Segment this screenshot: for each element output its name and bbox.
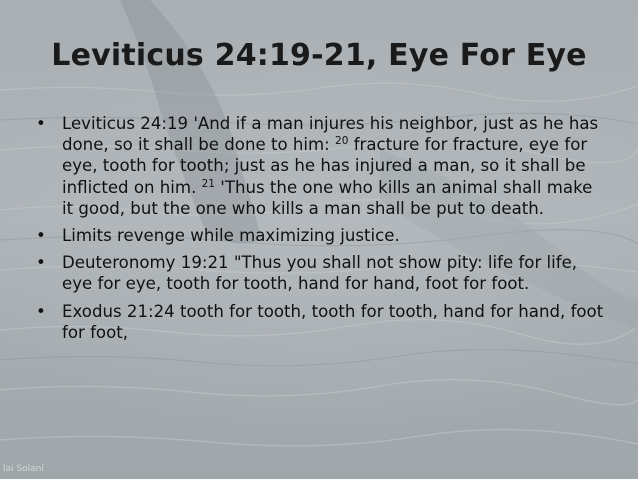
verse-number: 21 <box>201 177 215 190</box>
bullet-item <box>36 301 608 343</box>
bullet-item <box>36 113 608 219</box>
bullet-text: Deuteronomy 19:21 "Thus you shall not show pity: life for life, eye for eye, tooth for tooth, hand for hand, foot for foot. <box>62 253 578 294</box>
photo-credit-watermark: lai Solaní <box>3 464 44 474</box>
bullet-marker: • <box>36 226 46 246</box>
bullet-marker: • <box>36 301 46 321</box>
verse-number: 20 <box>335 135 349 148</box>
slide-title: Leviticus 24:19-21, Eye For Eye <box>51 38 587 73</box>
bullet-marker: • <box>36 114 46 133</box>
bullet-text-part: Leviticus 24:19 'And if a man injures his neighbor, just as he has done, so it shall be done to him: <box>62 114 599 155</box>
bullet-marker: • <box>36 253 46 273</box>
bullet-text: Limits revenge while maximizing justice. <box>62 226 400 246</box>
bullet-list <box>36 113 608 349</box>
bullet-text-part: 'Thus the one who kills an animal shall make it good, but the one who kills a man shall be put to death. <box>62 177 593 218</box>
bullet-text-part: fracture for fracture, eye for eye, tooth for tooth; just as he has injured a man, so it shall be inflicted on him. <box>62 135 588 197</box>
bullet-item <box>36 225 608 246</box>
bullet-text: Exodus 21:24 tooth for tooth, tooth for tooth, hand for hand, foot for foot, <box>62 301 604 342</box>
bullet-item <box>36 252 608 294</box>
